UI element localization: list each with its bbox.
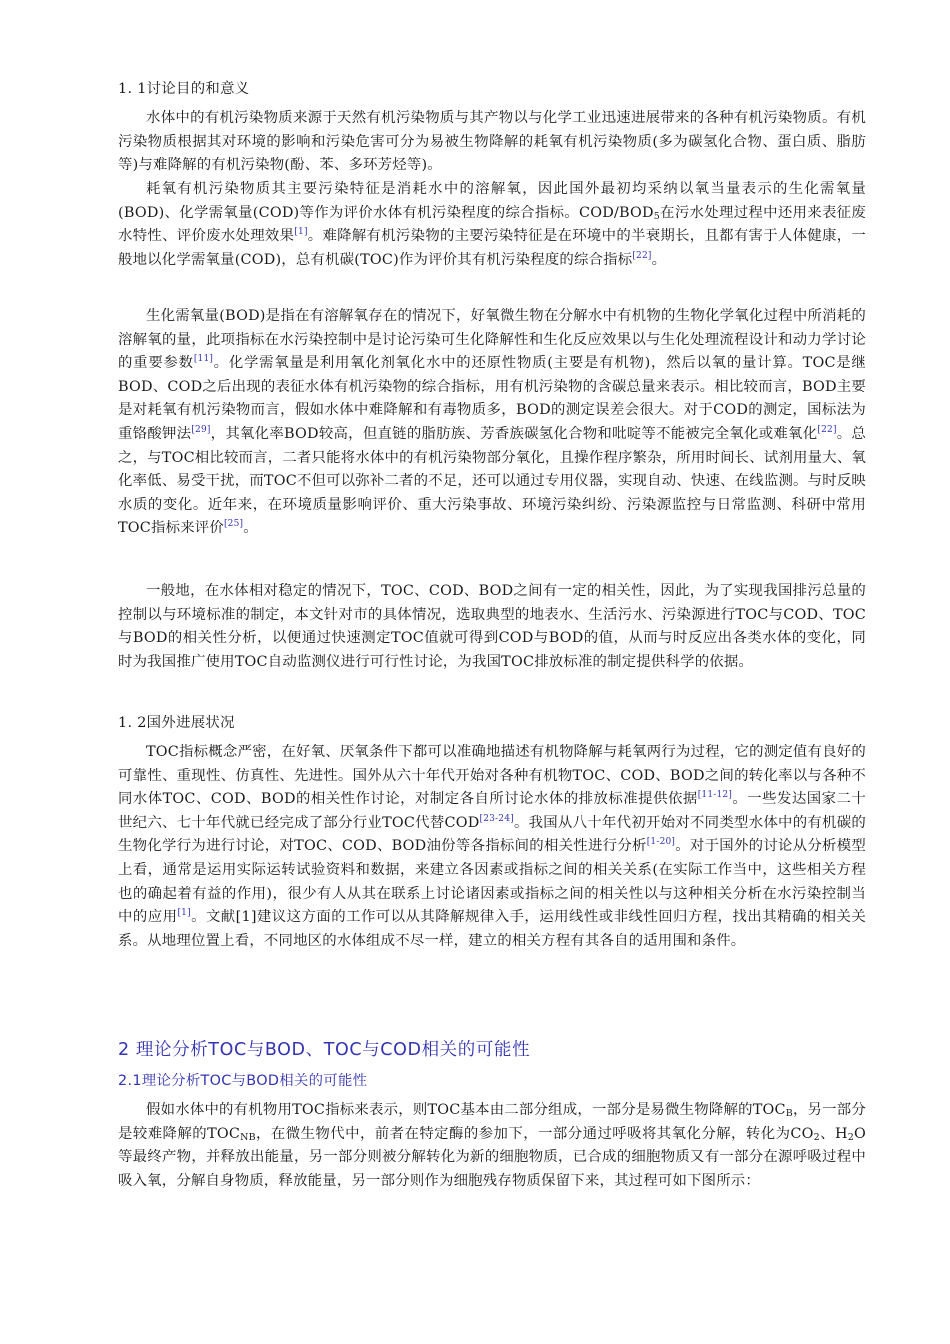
paragraph-toc-composition: 假如水体中的有机物用TOC指标来表示，则TOC基本由二部分组成，一部分是易微生物降解的$TOC_B$，另一部分是较难降解的$TOC_{NB}$，在微生物代中，前者在特定酶的参加下，一部分通过呼吸将其氧化分解，转化为$CO_2$、$H_2O$等最终产物，并释放出能量，另一部分则被分解转化为新的细胞物质，已合成的细胞物质又有一部分在源呼吸过程中吸入氧，分解自身物质，释放能量，另一部分则作为细胞残存物质保留下来，其过程可如下图所示： (118, 1102, 866, 1189)
citation-ref: [22] (632, 250, 652, 261)
subscript-nb: NB (240, 1131, 256, 1143)
paragraph-research-status: TOC指标概念严密，在好氧、厌氧条件下都可以准确地描述有机物降解与耗氧两行为过程，它的测定值有良好的可靠性、重现性、仿真性、先进性。国外从六十年代开始对各种有机物TOC、COD、BOD之间的转化率以与各种不同水体TOC、COD、BOD的相关性作讨论，对制定各自所讨论水体的排放标准提供依据[11-12]。一些发达国家二十世纪六、七十年代就已经完成了部分行业TOC代替COD[23-24]。我国从八十年代初开始对不同类型水体中的有机碳的生物化学行为进行讨论，对TOC、COD、BOD油份等各指标间的相关性进行分析[1-20]。对于国外的讨论从分析模型上看，通常是运用实际运转试验资料和数据，来建立各因素或指标之间的相关关系(在实际工作当中，这些相关方程也的确起着有益的作用)，很少有人从其在联系上讨论诸因素或指标之间的相关性以与这种相关分析在水污染控制当中的应用[1]。文献[1]建议这方面的工作可以从其降解规律入手，运用线性或非线性回归方程，找出其精确的相关关系。从地理位置上看，不同地区的水体组成不尽一样，建立的相关方程有其各自的适用围和条件。 (118, 744, 866, 949)
citation-ref: [11] (193, 354, 214, 365)
section-heading-1-2: 1. 2国外进展状况 (118, 715, 235, 731)
subscript-2: 2 (813, 1131, 820, 1143)
citation-ref: [1-20] (646, 837, 676, 848)
paragraph-oxygen-demand: 耗氧有机污染物质其主要污染特征是消耗水中的溶解氧，因此国外最初均采纳以氧当量表示的生化需氧量(BOD)、化学需氧量(COD)等作为评价水体有机污染程度的综合指标。COD/$BOD_5$在污水处理过程中还用来表征废水特性、评价废水处理效果[1]。难降解有机污染物的主要污染特征是在环境中的半衰期长，且都有害于人体健康，一般地以化学需氧量(COD)，总有机碳(TOC)作为评价其有机污染程度的综合指标[22]。 (118, 181, 866, 268)
citation-ref: [1] (294, 227, 308, 238)
paragraph-bod-definition: 生化需氧量(BOD)是指在有溶解氧存在的情况下，好氧微生物在分解水中有机物的生物化学氧化过程中所消耗的溶解氧的量，此项指标在水污染控制中是讨论污染可生化降解性和生化反应效果以与生化处理流程设计和动力学讨论的重要参数[11]。化学需氧量是利用氧化剂氧化水中的还原性物质(主要是有机物)，然后以氧的量计算。TOC是继BOD、COD之后出现的表征水体有机污染物的综合指标，用有机污染物的含碳总量来表示。相比较而言，BOD主要是对耗氧有机污染物而言，假如水体中难降解和有毒物质多，BOD的测定误差会很大。对于COD的测定，国标法为重铬酸钾法[29]，其氧化率BOD较高，但直链的脂肪族、芳香族碳氢化合物和吡啶等不能被完全氧化或难氧化[22]。总之，与TOC相比较而言，二者只能将水体中的有机污染物部分氧化，且操作程序繁杂，所用时间长、试剂用量大、氧化率低、易受干扰，而TOC不但可以弥补二者的不足，还可以通过专用仪器，实现自动、快速、在线监测。与时反映水质的变化。近年来，在环境质量影响评价、重大污染事故、环境污染纠纷、污染源监控与日常监测、科研中常用TOC指标来评价[25]。 (118, 308, 866, 537)
citation-ref: [29] (191, 424, 211, 435)
section-heading-1-1: 1. 1讨论目的和意义 (118, 81, 250, 97)
citation-ref: [22] (817, 424, 837, 435)
paragraph-correlation-purpose: 一般地，在水体相对稳定的情况下，TOC、COD、BOD之间有一定的相关性，因此，为了实现我国排污总量的控制以与环境标准的制定，本文针对市的具体情况，选取典型的地表水、生活污水、污染源进行TOC与COD、TOC与BOD的相关性分析，以便通过快速测定TOC值就可得到COD与BOD的值，从而与时反应出各类水体的变化，同时为我国推广使用TOC自动监测仪进行可行性讨论，为我国TOC排放标准的制定提供科学的依据。 (118, 583, 866, 670)
subscript-2: 2 (847, 1131, 854, 1143)
citation-ref: [23-24] (479, 813, 514, 824)
subsection-heading-2-1: 2.1理论分析TOC与BOD相关的可能性 (118, 1073, 368, 1089)
citation-ref: [11-12] (697, 790, 733, 801)
citation-ref: [25] (223, 519, 244, 530)
citation-ref: [1] (177, 908, 191, 919)
section-heading-2: 2 理论分析TOC与BOD、TOC与COD相关的可能性 (118, 1040, 531, 1060)
paragraph-organic-pollutants: 水体中的有机污染物质来源于天然有机污染物质与其产物以与化学工业迅速进展带来的各种有机污染物质。有机污染物质根据其对环境的影响和污染危害可分为易被生物降解的耗氧有机污染物质(多为碳氢化合物、蛋白质、脂肪等)与难降解的有机污染物(酚、苯、多环芳烃等)。 (118, 110, 866, 174)
subscript-b: B (785, 1108, 793, 1119)
subscript-5: 5 (653, 210, 661, 222)
